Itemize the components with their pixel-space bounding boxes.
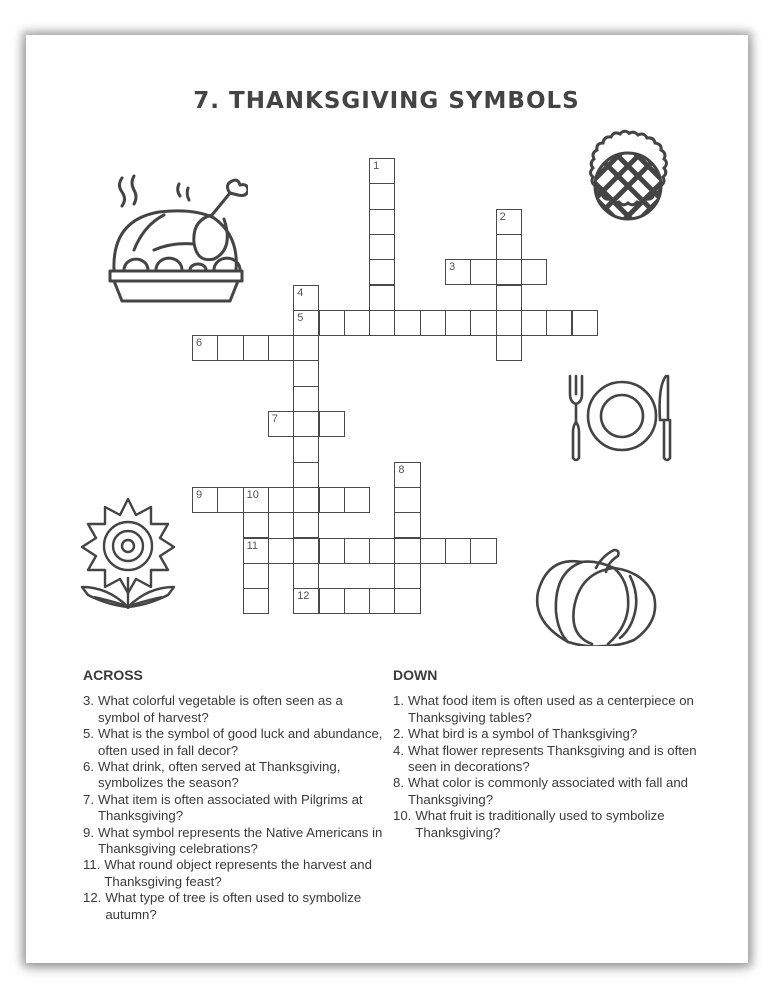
clue-number-label: 1. — [393, 693, 404, 709]
crossword-cell[interactable] — [369, 310, 395, 336]
crossword-cell[interactable] — [243, 563, 269, 589]
crossword-cell[interactable] — [319, 538, 345, 564]
crossword-cell[interactable] — [268, 335, 294, 361]
crossword-cell[interactable] — [496, 335, 522, 361]
crossword-cell[interactable] — [192, 487, 218, 513]
place-setting-icon — [566, 372, 678, 466]
crossword-cell[interactable] — [344, 588, 370, 614]
crossword-cell[interactable] — [319, 588, 345, 614]
clue-number: 3 — [449, 261, 456, 274]
roast-turkey-icon — [104, 170, 248, 308]
crossword-cell[interactable] — [420, 538, 446, 564]
crossword-cell[interactable] — [293, 538, 319, 564]
crossword-cell[interactable] — [268, 487, 294, 513]
crossword-cell[interactable] — [344, 487, 370, 513]
across-clues — [83, 667, 388, 923]
crossword-cell[interactable] — [319, 487, 345, 513]
crossword-cell[interactable] — [470, 259, 496, 285]
page-title: 7. THANKSGIVING SYMBOLS — [193, 88, 580, 114]
down-heading: DOWN — [393, 667, 438, 683]
down-clue — [393, 808, 708, 841]
clue-number-label: 3. — [83, 693, 94, 709]
crossword-cell[interactable] — [521, 259, 547, 285]
crossword-cell[interactable] — [293, 285, 319, 311]
clue-number-label: 5. — [83, 726, 94, 742]
crossword-cell[interactable] — [243, 538, 269, 564]
clue-text: What fruit is traditionally used to symbolize Thanksgiving? — [415, 808, 665, 840]
clue-number: 2 — [499, 210, 506, 223]
crossword-cell[interactable] — [572, 310, 598, 336]
crossword-cell[interactable] — [394, 462, 420, 488]
across-clue — [83, 726, 388, 759]
crossword-cell[interactable] — [243, 487, 269, 513]
clue-number-label: 4. — [393, 742, 404, 758]
lattice-pie-icon — [568, 126, 688, 246]
crossword-cell[interactable] — [344, 310, 370, 336]
crossword-cell[interactable] — [217, 487, 243, 513]
clue-number-label: 9. — [83, 824, 94, 840]
clue-number: 9 — [196, 488, 203, 501]
crossword-cell[interactable] — [369, 158, 395, 184]
pumpkin-icon — [534, 546, 660, 646]
clue-text: What flower represents Thanksgiving and is often seen in decorations? — [408, 742, 697, 775]
crossword-cell[interactable] — [445, 259, 471, 285]
crossword-cell[interactable] — [496, 234, 522, 260]
clue-number-label: 7. — [83, 791, 94, 807]
crossword-cell[interactable] — [293, 563, 319, 589]
clue-text: What bird is a symbol of Thanksgiving? — [408, 726, 638, 742]
across-clue — [83, 759, 388, 792]
clue-number: 11 — [246, 539, 259, 552]
crossword-cell[interactable] — [243, 588, 269, 614]
crossword-cell[interactable] — [293, 310, 319, 336]
clue-number-label: 2. — [393, 726, 404, 742]
clue-text: What is the symbol of good luck and abundance, often used in fall decor? — [98, 726, 383, 758]
down-clues — [393, 667, 708, 841]
across-clue — [83, 825, 388, 858]
clue-number: 6 — [196, 337, 203, 350]
clue-text: What type of tree is often used to symbolize autumn? — [105, 890, 362, 922]
clue-text: What round object represents the harvest and Thanksgiving feast? — [104, 857, 372, 889]
crossword-cell[interactable] — [344, 538, 370, 564]
clue-number-label: 10. — [393, 808, 412, 824]
crossword-cell[interactable] — [369, 588, 395, 614]
crossword-cell[interactable] — [293, 360, 319, 386]
crossword-cell[interactable] — [369, 183, 395, 209]
crossword-cell[interactable] — [496, 209, 522, 235]
crossword-cell[interactable] — [293, 588, 319, 614]
crossword-cell[interactable] — [369, 259, 395, 285]
clue-number: 5 — [297, 311, 304, 324]
crossword-cell[interactable] — [293, 462, 319, 488]
crossword-cell[interactable] — [369, 285, 395, 311]
clue-number-label: 6. — [83, 759, 94, 775]
crossword-cell[interactable] — [470, 310, 496, 336]
clue-number: 10 — [246, 488, 259, 501]
crossword-cell[interactable] — [319, 411, 345, 437]
across-clue — [83, 857, 388, 890]
crossword-cell[interactable] — [192, 335, 218, 361]
crossword-cell[interactable] — [394, 310, 420, 336]
clue-text: What food item is often used as a centerpiece on Thanksgiving tables? — [408, 693, 694, 725]
crossword-cell[interactable] — [369, 234, 395, 260]
crossword-cell[interactable] — [217, 335, 243, 361]
crossword-cell[interactable] — [293, 436, 319, 462]
crossword-cell[interactable] — [268, 411, 294, 437]
crossword-cell[interactable] — [319, 310, 345, 336]
clue-text: What color is commonly associated with fall and Thanksgiving? — [408, 775, 688, 807]
clue-number: 4 — [297, 286, 304, 299]
crossword-cell[interactable] — [268, 538, 294, 564]
clue-number: 1 — [373, 160, 380, 172]
clue-number: 7 — [271, 413, 279, 425]
across-clue — [83, 693, 388, 726]
crossword-cell[interactable] — [369, 538, 395, 564]
crossword-cell[interactable] — [496, 310, 522, 336]
crossword-cell[interactable] — [470, 538, 496, 564]
crossword-cell[interactable] — [546, 310, 572, 336]
crossword-cell[interactable] — [293, 411, 319, 437]
crossword-cell[interactable] — [521, 310, 547, 336]
crossword-cell[interactable] — [394, 588, 420, 614]
crossword-cell[interactable] — [293, 386, 319, 412]
crossword-cell[interactable] — [394, 512, 420, 538]
crossword-cell[interactable] — [394, 487, 420, 513]
crossword-cell[interactable] — [496, 259, 522, 285]
clue-text: What item is often associated with Pilgrims at Thanksgiving? — [98, 791, 363, 824]
clue-number-label: 11. — [83, 857, 101, 873]
down-clue — [393, 743, 708, 776]
clue-number: 8 — [398, 463, 405, 476]
crossword-cell[interactable] — [369, 209, 395, 235]
crossword-cell[interactable] — [420, 310, 446, 336]
across-clue — [83, 890, 388, 923]
clue-number: 12 — [297, 590, 310, 603]
down-clue — [393, 693, 708, 726]
crossword-cell[interactable] — [445, 310, 471, 336]
clue-text: What colorful vegetable is often seen as a symbol of harvest? — [98, 693, 343, 725]
across-clue-list — [83, 693, 388, 923]
clue-number-label: 8. — [393, 775, 404, 791]
down-clue — [393, 726, 708, 742]
crossword-cell[interactable] — [293, 487, 319, 513]
crossword-cell[interactable] — [243, 512, 269, 538]
crossword-cell[interactable] — [496, 285, 522, 311]
across-heading: ACROSS — [83, 667, 143, 683]
crossword-cell[interactable] — [394, 563, 420, 589]
sunflower-icon — [74, 497, 182, 611]
down-clue — [393, 775, 708, 808]
crossword-cell[interactable] — [445, 538, 471, 564]
clue-text: What symbol represents the Native Americans in Thanksgiving celebrations? — [98, 824, 383, 857]
clue-text: What drink, often served at Thanksgiving, symbolizes the season? — [98, 759, 341, 791]
crossword-cell[interactable] — [394, 538, 420, 564]
crossword-cell[interactable] — [293, 512, 319, 538]
clue-number-label: 12. — [83, 890, 102, 906]
crossword-cell[interactable] — [293, 335, 319, 361]
down-clue-list — [393, 693, 708, 841]
crossword-cell[interactable] — [243, 335, 269, 361]
across-clue — [83, 792, 388, 825]
